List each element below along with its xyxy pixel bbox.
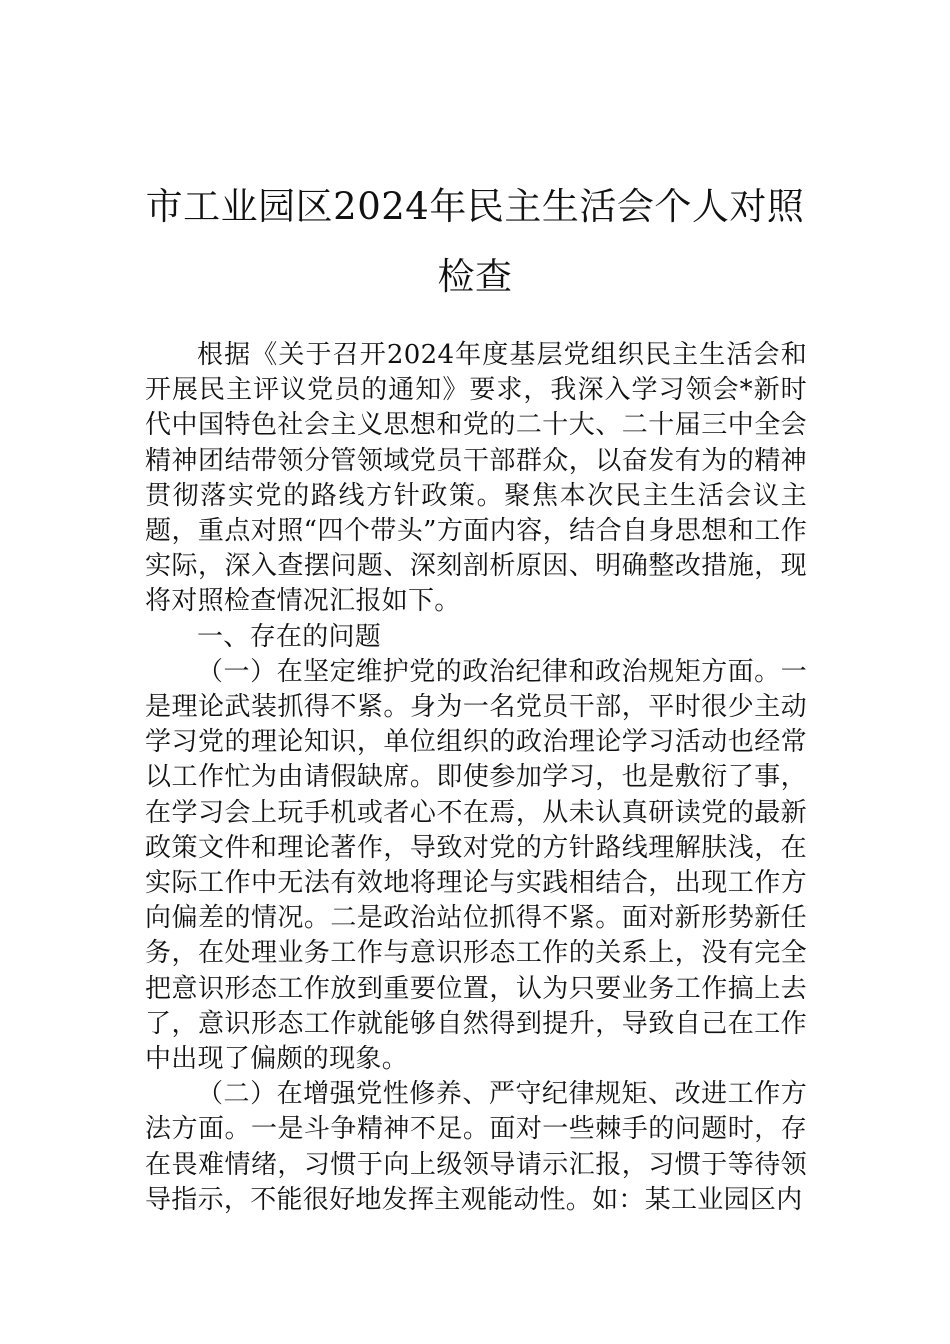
problem-paragraph-2: （二）在增强党性修养、严守纪律规矩、改进工作方法方面。一是斗争精神不足。面对一些棘手的问题时，存在畏难情绪，习惯于向上级领导请示汇报，习惯于等待领导指示，不能很好地发挥主观能动性。如：某工业园区内 bbox=[145, 1079, 807, 1215]
document-title: 市工业园区2024年民主生活会个人对照检查 bbox=[145, 185, 805, 298]
intro-paragraph: 根据《关于召开2024年度基层党组织民主生活会和开展民主评议党员的通知》要求，我深入学习领会*新时代中国特色社会主义思想和党的二十大、二十届三中全会精神团结带领分管领域党员干部群众，以奋发有为的精神贯彻落实党的路线方针政策。聚焦本次民主生活会议主题，重点对照“四个带头”方面内容，结合自身思想和工作实际，深入查摆问题、深刻剖析原因、明确整改措施，现将对照检查情况汇报如下。 bbox=[145, 340, 807, 617]
document-body bbox=[145, 338, 807, 1218]
problem-paragraph-1: （一）在坚定维护党的政治纪律和政治规矩方面。一是理论武装抓得不紧。身为一名党员干部，平时很少主动学习党的理论知识，单位组织的政治理论学习活动也经常以工作忙为由请假缺席。即使参加学习，也是敷衍了事，在学习会上玩手机或者心不在焉，从未认真研读党的最新政策文件和理论著作，导致对党的方针路线理解肤浅，在实际工作中无法有效地将理论与实践相结合，出现工作方向偏差的情况。二是政治站位抓得不紧。面对新形势新任务，在处理业务工作与意识形态工作的关系上，没有完全把意识形态工作放到重要位置，认为只要业务工作搞上去了，意识形态工作就能够自然得到提升，导致自己在工作中出现了偏颇的现象。 bbox=[145, 656, 807, 1075]
section-heading-problems: 一、存在的问题 bbox=[197, 621, 382, 652]
